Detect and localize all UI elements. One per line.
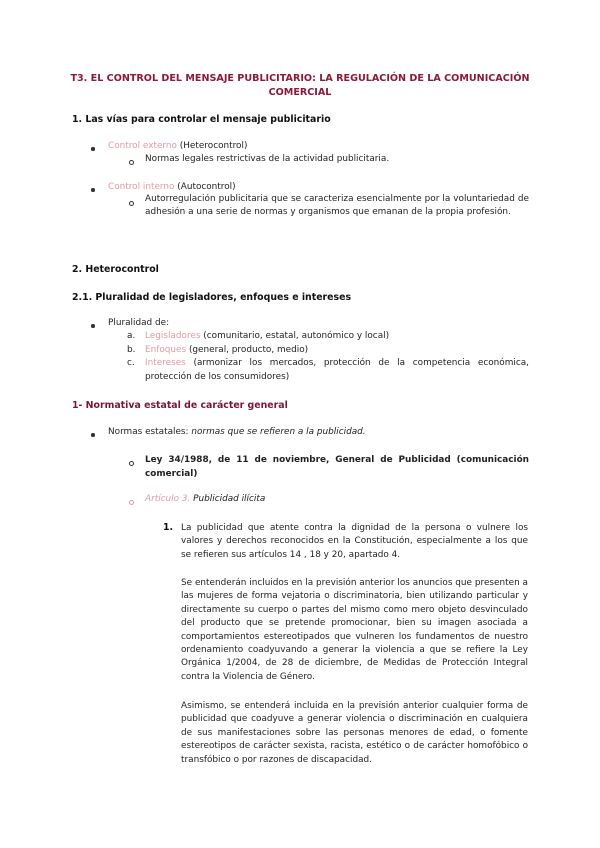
normas-estatales-desc: normas que se refieren a la publicidad. [191,427,366,437]
articulo-paragraph-3: Asimismo, se entenderá incluida en la previsión anterior cualquier forma de publicidad que coadyuve a generar violencia o discriminación en cualquiera de sus manifestaciones sobre las personas menores de edad, o fomente estereotipos de carácter sexista, racista, estético o de carácter homofóbico o transfóbico o por razones de discapacidad. [181,701,528,765]
list-item-intereses-cont: protección de los consumidores) [145,372,290,382]
subsection-heading-pluralidad: 2.1. Pluralidad de legisladores, enfoques e intereses [72,292,352,303]
ley-title-line2: comercial) [145,469,198,479]
normas-estatales-item [108,427,366,437]
circle-bullet-icon [129,201,134,206]
bullet-icon [91,324,95,328]
circle-bullet-icon [129,461,134,466]
circle-bullet-icon [129,500,134,505]
control-externo-description: Normas legales restrictivas de la actividad publicitaria. [145,154,390,164]
articulo-rest: Publicidad ilícita [190,494,266,504]
item-number-1: 1. [163,522,174,533]
document-title: T3. EL CONTROL DEL MENSAJE PUBLICITARIO: LA REGULACIÓN DE LA COMUNICACIÓN COMERCIAL [70,73,530,98]
list-marker-c: c. [127,358,135,368]
list-item-enfoques [145,345,308,355]
bullet-icon [91,433,95,437]
bullet-icon [91,147,95,151]
articulo-paragraph-2: Se entenderán incluidos en la previsión anterior los anuncios que presenten a las mujeres de forma vejatoria o discriminatoria, bien utilizando particular y directamente su cuerpo o partes del mismo como mero objeto desvinculado del producto que se pretende promocionar, bien su imagen asociada a comportamientos estereotipados que vulneren los fundamentos de nuestro ordenamiento coadyuvando a generar la violencia a que se refiere la Ley Orgánica 1/2004, de 28 de diciembre, de Medidas de Protección Integral contra la Violencia de Género. [181,578,528,682]
list-item-control-externo [108,141,247,151]
control-interno-description: Autorregulación publicitaria que se caracteriza esencialmente por la voluntariedad de adhesión a una serie de normas y organismos que emanan de la propia profesión. [145,194,529,218]
control-externo-label: Control externo [108,141,177,151]
articulo-label: Artículo 3. [145,494,191,504]
enfoques-label: Enfoques [145,345,187,355]
circle-bullet-icon [129,160,134,165]
control-interno-rest: (Autocontrol) [174,182,236,192]
control-externo-rest: (Heterocontrol) [176,141,248,151]
list-marker-a: a. [127,331,136,341]
list-item-intereses [145,358,529,368]
bullet-icon [91,188,95,192]
control-interno-label: Control interno [108,182,175,192]
ley-title-line1: Ley 34/1988, de 11 de noviembre, General de Publicidad (comunicación [145,455,529,465]
enfoques-rest: (general, producto, medio) [186,345,309,355]
normativa-heading: 1- Normativa estatal de carácter general [72,400,288,411]
list-item-legisladores [145,331,389,341]
normas-estatales-label: Normas estatales: [108,427,192,437]
intereses-label: Intereses [145,358,186,368]
articulo-3-heading [145,494,265,504]
list-marker-b: b. [127,345,136,355]
list-item-control-interno [108,182,236,192]
legisladores-label: Legisladores [145,331,201,341]
intereses-rest: (armonizar los mercados, protección de la competencia económica, [185,358,529,368]
legisladores-rest: (comunitario, estatal, autonómico y local) [200,331,390,341]
pluralidad-label: Pluralidad de: [108,318,170,328]
section-heading-heterocontrol: 2. Heterocontrol [72,264,159,275]
articulo-paragraph-1: La publicidad que atente contra la dignidad de la persona o vulnere los valores y derechos reconocidos en la Constitución, especialmente a los que se refieren sus artículos 14 , 18 y 20, apartado 4. [181,523,528,560]
section-heading-vias: 1. Las vías para controlar el mensaje publicitario [72,114,331,125]
